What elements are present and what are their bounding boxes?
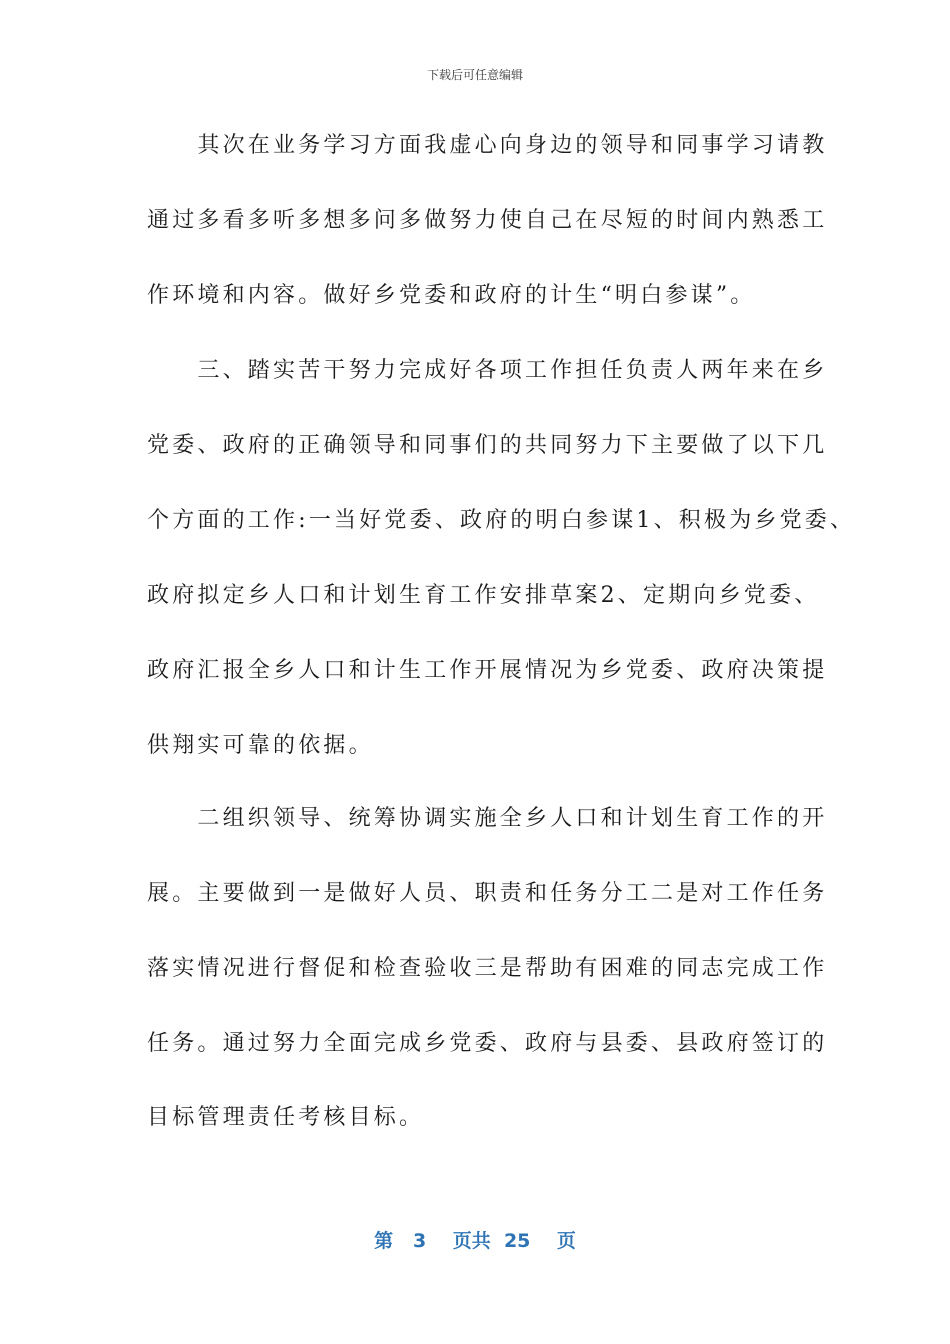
body-text-line: 目标管理责任考核目标。: [147, 1105, 425, 1130]
body-text-line: 政府汇报全乡人口和计生工作开展情况为乡党委、政府决策提: [147, 658, 828, 683]
body-text-line: 任务。通过努力全面完成乡党委、政府与县委、县政府签订的: [147, 1031, 828, 1056]
body-text-line: 个方面的工作:一当好党委、政府的明白参谋1、积极为乡党委、: [147, 508, 856, 533]
page-footer: [0, 1226, 950, 1253]
body-text-line: 三、踏实苦干努力完成好各项工作担任负责人两年来在乡: [147, 358, 828, 383]
page-header: 下载后可任意编辑: [426, 68, 523, 82]
body-text-line: 党委、政府的正确领导和同事们的共同努力下主要做了以下几: [147, 433, 828, 458]
body-text-line: 展。主要做到一是做好人员、职责和任务分工二是对工作任务: [147, 881, 828, 906]
page-label-prefix: 第: [374, 1230, 394, 1252]
page-label-suffix: 页: [556, 1230, 576, 1252]
body-text-line: 落实情况进行督促和检查验收三是帮助有困难的同志完成工作: [147, 956, 828, 981]
body-text-line: 二组织领导、统筹协调实施全乡人口和计划生育工作的开: [147, 806, 828, 831]
body-text-line: 政府拟定乡人口和计划生育工作安排草案2、定期向乡党委、: [147, 583, 820, 608]
body-text-line: 供翔实可靠的依据。: [147, 733, 374, 758]
body-text-line: 其次在业务学习方面我虚心向身边的领导和同事学习请教: [147, 133, 828, 158]
body-text-line: 作环境和内容。做好乡党委和政府的计生“明白参谋”。: [147, 283, 756, 308]
body-text-line: 通过多看多听多想多问多做努力使自己在尽短的时间内熟悉工: [147, 208, 828, 233]
total-pages-number: 25: [503, 1230, 531, 1252]
page-label-middle: 页共: [452, 1230, 491, 1252]
current-page-number: 3: [412, 1230, 427, 1252]
